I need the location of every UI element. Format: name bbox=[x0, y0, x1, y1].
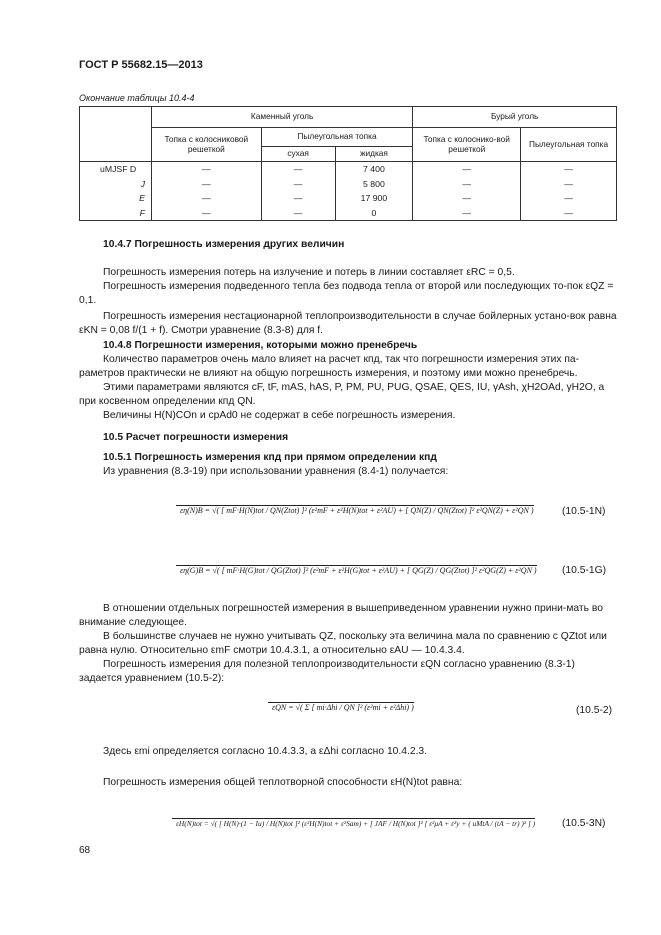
row-label: uMJSF D bbox=[80, 162, 152, 177]
paragraph: Из уравнения (8.3-19) при использовании уравнения (8.4-1) получается: bbox=[103, 466, 449, 477]
paragraph: Этими параметрами являются cF, tF, mAS, hAS, P, PM, PU, PUG, QSAE, QES, IU, γAsh, χH2OAd, γH2O, а при косвенном определении кпд QN. bbox=[79, 382, 605, 407]
section-title-10-4-8: 10.4.8 Погрешности измерения, которыми можно пренебречь bbox=[103, 340, 418, 351]
row-label: J bbox=[80, 177, 152, 192]
table-cell: — bbox=[151, 191, 261, 206]
table-row bbox=[80, 206, 617, 221]
table-corner bbox=[80, 107, 152, 162]
table-row bbox=[80, 162, 617, 177]
table-cell: 0 bbox=[335, 206, 413, 221]
equation-10-5-1G: εη(G)B = √( [ mF·H(G)tot / QG(Ztot) ]² (ε²mF + ε²H(G)tot + ε²AU) + [ QG(Z) / QG(Ztot) ]² ε²QG(Z) + ε²QN ) bbox=[176, 565, 537, 575]
paragraph: В отношении отдельных погрешностей измерения в вышеприведенном уравнении нужно прини-мать во внимание следующее. bbox=[79, 603, 603, 628]
paragraph: Погрешность измерения потерь на излучение и потерь в линии составляет εRC = 0,5. bbox=[103, 267, 515, 278]
table-cell: — bbox=[413, 206, 521, 221]
table-cell: — bbox=[261, 162, 335, 177]
th-stone-liquid: жидкая bbox=[335, 147, 413, 162]
th-brown-coal: Бурый уголь bbox=[413, 107, 617, 128]
table-cell: 17 900 bbox=[335, 191, 413, 206]
equation-number: (10.5-2) bbox=[576, 705, 613, 716]
paragraph: В большинстве случаев не нужно учитывать QZ, поскольку эта величина мала по сравнению с QZtot или равна нулю. Относительно εmF смотри 10.4.3.1, а относительно εAU — 10.4.3.4. bbox=[79, 631, 607, 656]
table-cell: 5 800 bbox=[335, 177, 413, 192]
table-cell: — bbox=[413, 177, 521, 192]
th-stone-grate: Топка с колосниковой решеткой bbox=[151, 128, 261, 162]
th-stone-dry: сухая bbox=[261, 147, 335, 162]
paragraph: Погрешность измерения для полезной теплопроизводительности εQN согласно уравнению (8.3-1) задается уравнением (10.5-2): bbox=[79, 659, 575, 684]
table-cell: — bbox=[261, 191, 335, 206]
table-cell: — bbox=[521, 162, 617, 177]
table-cell: — bbox=[521, 177, 617, 192]
table-cell: — bbox=[151, 162, 261, 177]
th-brown-pulverized: Пылеугольная топка bbox=[521, 128, 617, 162]
equation-number: (10.5-1G) bbox=[562, 565, 607, 576]
row-label: E bbox=[80, 191, 152, 206]
table-row bbox=[80, 191, 617, 206]
equation-10-5-1N: εη(N)B = √( [ mF·H(N)tot / QN(Ztot) ]² (ε²mF + ε²H(N)tot + ε²AU) + [ QN(Z) / QN(Ztot) ]² ε²QN(Z) + ε²QN ) bbox=[176, 505, 534, 515]
table-cell: — bbox=[521, 206, 617, 221]
table-cell: — bbox=[413, 191, 521, 206]
table-caption: Окончание таблицы 10.4-4 bbox=[79, 93, 195, 103]
table-cell: — bbox=[261, 177, 335, 192]
table-cell: — bbox=[151, 206, 261, 221]
table-cell: — bbox=[261, 206, 335, 221]
row-label: F bbox=[80, 206, 152, 221]
paragraph: Здесь εmi определяется согласно 10.4.3.3, а εΔhi согласно 10.4.2.3. bbox=[103, 746, 428, 757]
table-cell: — bbox=[151, 177, 261, 192]
section-title-10-5-1: 10.5.1 Погрешность измерения кпд при прямом определении кпд bbox=[103, 452, 437, 463]
paragraph: Погрешность измерения подведенного тепла без подвода тепла от второй или последующих то-пок εQZ = 0,1. bbox=[79, 281, 614, 306]
equation-10-5-2: εQN = √( Σ [ mi·Δhi / QN ]² (ε²mi + ε²Δhi) ) bbox=[268, 702, 414, 712]
th-stone-coal: Каменный уголь bbox=[151, 107, 412, 128]
table-cell: — bbox=[413, 162, 521, 177]
equation-number: (10.5-1N) bbox=[562, 506, 606, 517]
document-header: ГОСТ Р 55682.15—2013 bbox=[79, 59, 203, 71]
page-number: 68 bbox=[79, 845, 91, 856]
table-row bbox=[80, 177, 617, 192]
th-stone-pulverized: Пылеугольная топка bbox=[261, 128, 413, 147]
th-brown-grate: Топка с колоснико-вой решеткой bbox=[413, 128, 521, 162]
table-cell: 7 400 bbox=[335, 162, 413, 177]
section-title-10-4-7: 10.4.7 Погрешность измерения других величин bbox=[103, 239, 345, 250]
coal-table bbox=[79, 106, 617, 221]
equation-number: (10.5-3N) bbox=[562, 818, 606, 829]
equation-10-5-3N: εH(N)tot = √( [ H(N)·(1 − Iu) / H(N)tot ]² (ε²H(N)tot + ε²Sam) + [ JAF / H(N)tot ]² [ ε²μA + ε²y + ( uMtA / (tA − tr) )² ] ) bbox=[172, 818, 535, 828]
paragraph: Погрешность измерения общей теплотворной способности εH(N)tot равна: bbox=[103, 777, 463, 788]
paragraph: Количество параметров очень мало влияет на расчет кпд, так что погрешности измерения этих па-раметров практически не влияют на общую погрешность измерения, и поэтому ими можно пренебречь. bbox=[79, 354, 580, 379]
section-title-10-5: 10.5 Расчет погрешности измерения bbox=[103, 432, 289, 443]
table-cell: — bbox=[521, 191, 617, 206]
paragraph: Погрешность измерения нестационарной теплопроизводительности в случае бойлерных устано-вок равна εKN = 0,08 f/(1 + f). Смотри уравнение (8.3-8) для f. bbox=[79, 311, 617, 336]
paragraph: Величины H(N)COn и cpAd0 не содержат в себе погрешность измерения. bbox=[103, 410, 456, 421]
